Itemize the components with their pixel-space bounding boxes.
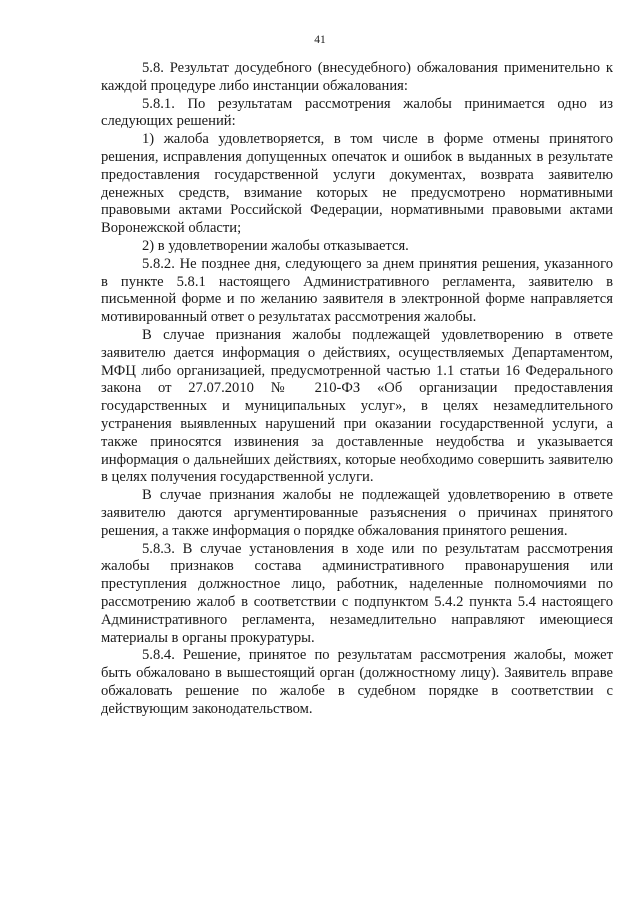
paragraph-5-8-2: 5.8.2. Не позднее дня, следующего за днем принятия решения, указанного в пункте 5.8.1 настоящего Административного регламента, заявителю в письменной форме и по желанию заявителя в электронной форме направляется мотивированный ответ о результатах рассмотрения жалобы. — [101, 255, 613, 326]
paragraph-5-8-3: 5.8.3. В случае установления в ходе или по результатам рассмотрения жалобы признаков состава административного правонарушения или преступления должностное лицо, работник, наделенные полномочиями по рассмотрению жалоб в соответствии с подпунктом 5.4.2 пункта 5.4 настоящего Административного регламента, незамедлительно направляют имеющиеся материалы в органы прокуратуры. — [101, 540, 613, 646]
page-number: 41 — [314, 34, 326, 46]
paragraph-rejected-case: В случае признания жалобы не подлежащей удовлетворению в ответе заявителю даются аргументированные разъяснения о причинах принятого решения, а также информация о порядке обжалования принятого решения. — [101, 487, 613, 539]
paragraph-5-8: 5.8. Результат досудебного (внесудебного) обжалования применительно к каждой процедуре либо инстанции обжалования: — [101, 60, 613, 94]
paragraph-5-8-1: 5.8.1. По результатам рассмотрения жалобы принимается одно из следующих решений: — [101, 95, 613, 130]
paragraph-satisfied-case: В случае признания жалобы подлежащей удовлетворению в ответе заявителю дается информация о действиях, осуществляемых Департаментом, МФЦ либо организацией, предусмотренной частью 1.1 статьи 16 Федерального закона от 27.07.2010 № 210-ФЗ «Об организации предоставления государственных и муниципальных услуг», в целях незамедлительного устранения выявленных нарушений при оказании государственной услуги, а также приносятся извинения за доставленные неудобства и указывается информация о дальнейших действиях, которые необходимо совершить заявителю в целях получения государственной услуги. — [101, 326, 613, 486]
paragraph-5-8-4: 5.8.4. Решение, принятое по результатам рассмотрения жалобы, может быть обжаловано в вышестоящий орган (должностному лицу). Заявитель вправе обжаловать решение по жалобе в судебном порядке в соответствии с действующим законодательством. — [101, 647, 613, 717]
document-body — [101, 60, 613, 718]
paragraph-decision-2: 2) в удовлетворении жалобы отказывается. — [142, 237, 409, 254]
paragraph-decision-1: 1) жалоба удовлетворяется, в том числе в форме отмены принятого решения, исправления допущенных опечаток и ошибок в выданных в результате предоставления государственной услуги документах, возврата заявителю денежных средств, взимание которых не предусмотрено нормативными правовыми актами Российской Федерации, нормативными правовыми актами Воронежской области; — [101, 131, 613, 237]
